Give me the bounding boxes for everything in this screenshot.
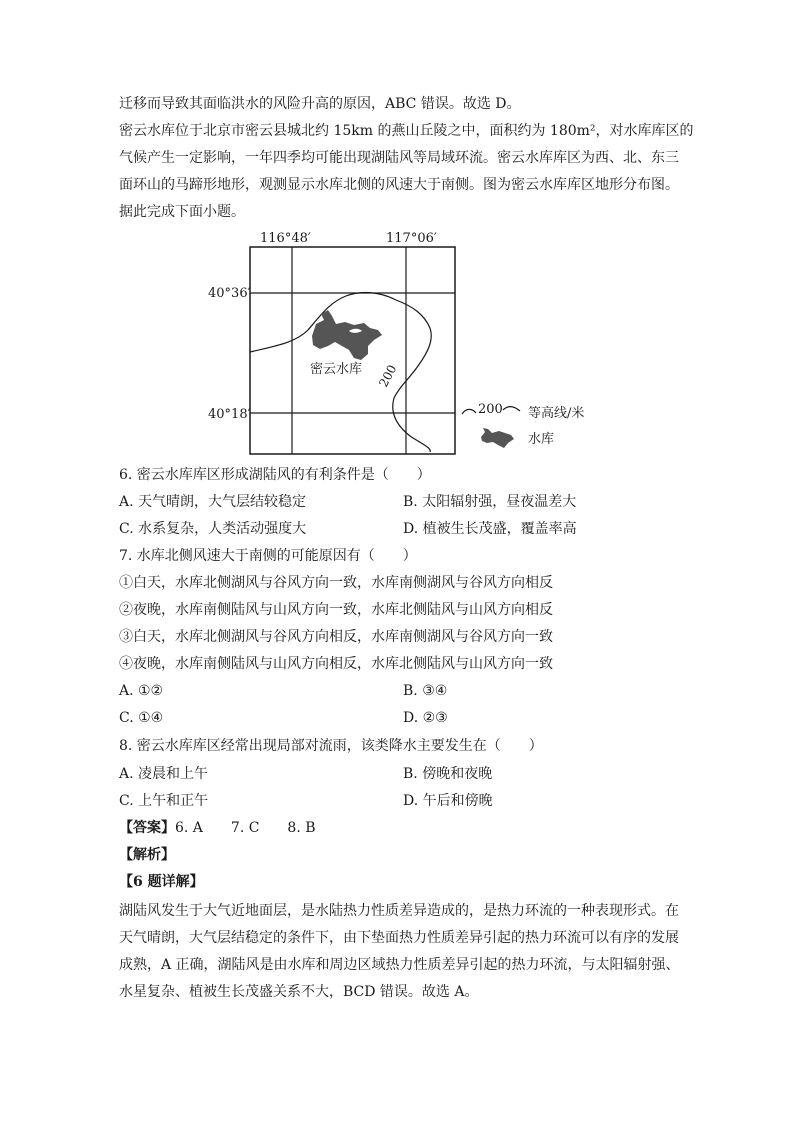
q8-option-a: A. 凌晨和上午 [119,766,209,782]
q7-option-a: A. ①② [119,683,164,699]
contour-value-label: 200 [376,362,400,390]
q6-option-b: B. 太阳辐射强，昼夜温差大 [403,494,577,510]
q8-stem: 8. 密云水库库区经常出现局部对流雨，该类降水主要发生在（ ） [119,738,543,754]
answer-text: 6. A 7. C 8. B [175,820,316,836]
q7-option-d: D. ②③ [403,710,448,726]
q6-option-d: D. 植被生长茂盛，覆盖率高 [403,521,577,537]
longitude-label-1: 116°48′ [260,231,311,246]
latitude-label-2: 40°18′ [208,407,251,422]
analysis-line-4: 水星复杂、植被生长茂盛关系不大，BCD 错误。故选 A。 [119,984,479,1000]
q8-option-c: C. 上午和正午 [119,793,209,809]
answer-label: 【答案】 [119,820,175,836]
intro-line-1: 迁移而导致其面临洪水的风险升高的原因，ABC 错误。故选 D。 [119,96,521,112]
q6-option-a: A. 天气晴朗，大气层结较稳定 [119,494,307,510]
analysis-line-3: 成熟，A 正确，湖陆风是由水库和周边区域热力性质差异引起的热力环流，与太阳辐射强、 [119,957,680,973]
q8-option-d: D. 午后和傍晚 [403,793,493,809]
q7-statement-4: ④夜晚，水库南侧陆风与山风方向相反，水库北侧陆风与山风方向一致 [119,656,553,672]
longitude-label-2: 117°06′ [386,231,437,246]
q7-statement-3: ③白天，水库北侧湖风与谷风方向相反，水库南侧湖风与谷风方向一致 [119,629,553,645]
q7-option-c: C. ①④ [119,710,164,726]
legend-contour-value: 200 [478,402,503,417]
q6-option-c: C. 水系复杂，人类活动强度大 [119,521,307,537]
reservoir-terrain-map [200,230,600,460]
intro-line-3: 气候产生一定影响，一年四季均可能出现湖陆风等局域环流。密云水库库区为西、北、东三 [119,150,679,166]
analysis-label: 【解析】 [119,847,175,863]
q7-stem: 7. 水库北侧风速大于南侧的可能原因有（ ） [119,548,417,564]
q8-option-b: B. 傍晚和夜晚 [403,766,493,782]
analysis-line-1: 湖陆风发生于大气近地面层，是水陆热力性质差异造成的，是热力环流的一种表现形式。在 [119,903,679,919]
q7-statement-1: ①白天，水库北侧湖风与谷风方向一致，水库南侧湖风与谷风方向相反 [119,575,553,591]
latitude-label-1: 40°36′ [208,286,251,301]
intro-line-2: 密云水库位于北京市密云县城北约 15km 的燕山丘陵之中，面积约为 180m²，对水库库区的 [119,123,694,139]
intro-line-5: 据此完成下面小题。 [119,204,245,220]
legend-reservoir-icon [481,428,514,448]
analysis-sub-label: 【6 题详解】 [119,874,204,890]
q7-option-b: B. ③④ [403,683,448,699]
analysis-line-2: 天气晴朗，大气层结稳定的条件下，由下垫面热力性质差异引起的热力环流可以有序的发展 [119,930,679,946]
legend-contour-tick-left [462,409,476,414]
answer-line [119,818,316,838]
legend-reservoir-label: 水库 [528,432,555,447]
legend-contour-tick-right [503,407,520,411]
reservoir-shape [312,310,382,360]
intro-line-4: 面环山的马蹄形地形，观测显示水库北侧的风速大于南侧。图为密云水库库区地形分布图。 [119,177,679,193]
reservoir-label: 密云水库 [310,362,363,377]
q6-stem: 6. 密云水库库区形成湖陆风的有利条件是（ ） [119,467,431,483]
legend-contour-label: 等高线/米 [528,406,585,421]
q7-statement-2: ②夜晚，水库南侧陆风与山风方向一致，水库北侧陆风与山风方向相反 [119,602,553,618]
